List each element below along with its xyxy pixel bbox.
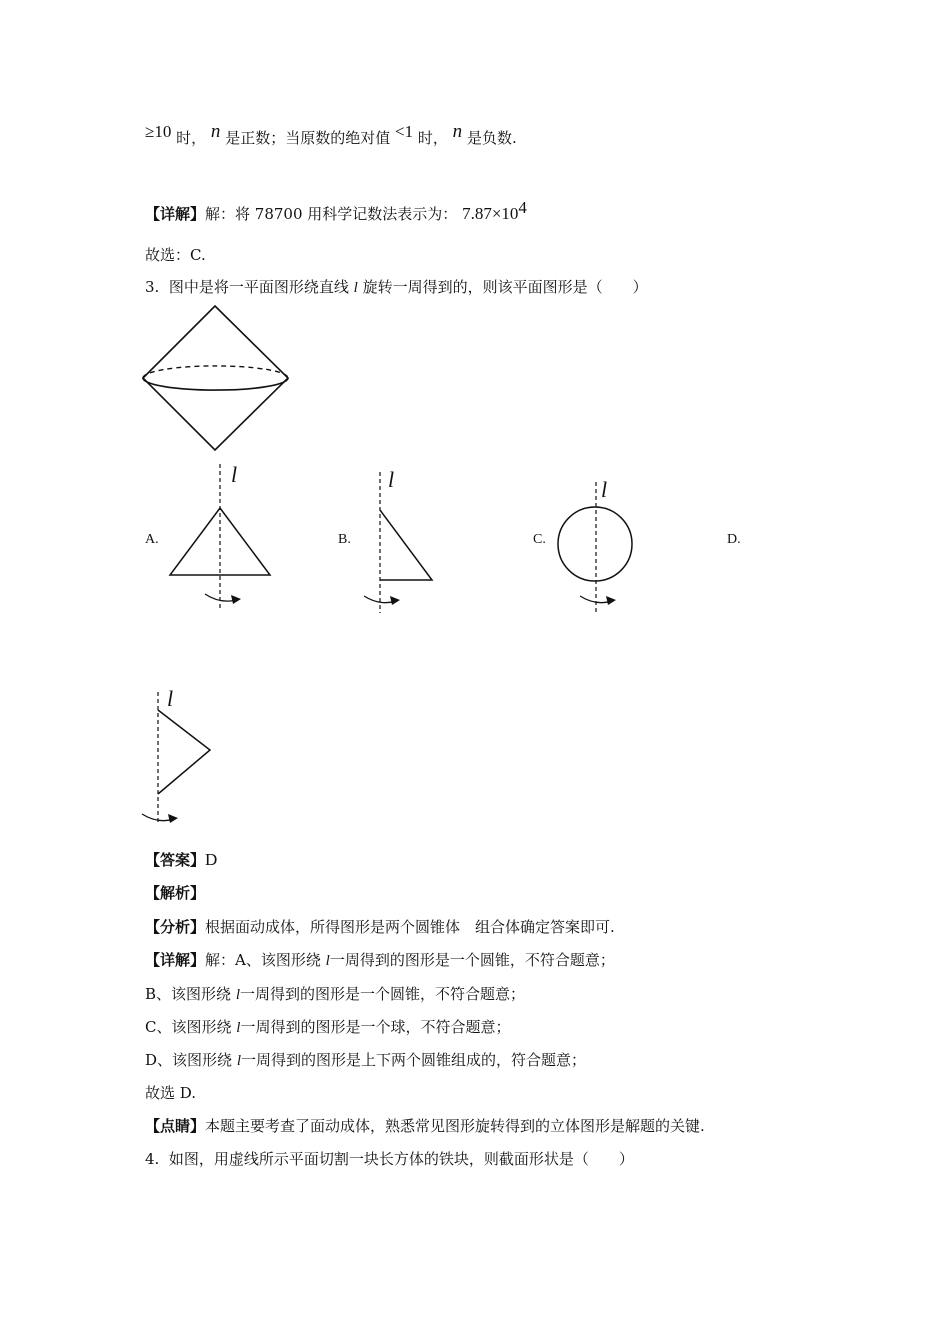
- sci-exponent: 4: [518, 198, 527, 217]
- choose-text: 故选：C.: [145, 246, 206, 264]
- option-b-figure[interactable]: [360, 470, 450, 615]
- option-a-label[interactable]: A.: [145, 532, 159, 547]
- detail-d-pre: D、该图形绕: [145, 1051, 233, 1069]
- variable-n: n: [452, 121, 463, 142]
- detail-a-post: 一周得到的图形是一个圆锥，不符合题意；: [329, 951, 615, 969]
- analysis-text: 根据面动成体，所得图形是两个圆锥体 组合体确定答案即可.: [205, 918, 615, 936]
- detail-b-post: 一周得到的图形是一个圆锥，不符合题意；: [239, 985, 525, 1003]
- detail-tag: 【详解】: [145, 951, 206, 969]
- detail-line-a: [145, 950, 615, 971]
- detail-text: 解：将 78700 用科学记数法表示为：: [205, 205, 458, 223]
- lt1-expr: <1: [395, 122, 414, 141]
- sci-mantissa: 7.87: [462, 204, 492, 223]
- axis-label-l: l: [601, 477, 608, 502]
- text-segment: 是负数.: [466, 129, 517, 147]
- ge10-expr: ≥10: [145, 122, 172, 141]
- detail-b-pre: B、该图形绕: [145, 985, 232, 1003]
- text-segment: 是正数；当原数的绝对值: [225, 129, 391, 147]
- option-d-figure[interactable]: [140, 690, 230, 830]
- option-d-label[interactable]: D.: [727, 532, 741, 547]
- analysis-heading: 【解析】: [145, 884, 206, 902]
- detail-a-pre: 解：A、该图形绕: [205, 951, 321, 969]
- question-4: [145, 1149, 634, 1169]
- comment-text: 本题主要考查了面动成体，熟悉常见图形旋转得到的立体图形是解题的关键.: [205, 1117, 705, 1135]
- answer-tag: 【答案】: [145, 851, 206, 869]
- analysis-tag: 【分析】: [145, 918, 206, 936]
- analysis-line: [145, 917, 615, 937]
- double-cone-figure: [140, 303, 292, 453]
- axis-label-l: l: [167, 686, 174, 711]
- detail-d-post: 一周得到的图形是上下两个圆锥组成的，符合题意；: [240, 1051, 586, 1069]
- comment-tag: 【点睛】: [145, 1117, 206, 1135]
- axis-label-l: l: [388, 467, 395, 492]
- variable-l: l: [235, 987, 240, 1003]
- sci-times: ×10: [491, 204, 519, 223]
- text-line-detail-1: [145, 198, 527, 224]
- question-text-pre: 图中是将一平面图形绕直线: [168, 278, 349, 296]
- comment-line: [145, 1116, 705, 1136]
- variable-n: n: [210, 121, 221, 142]
- choose-d-line: 故选 D.: [145, 1084, 197, 1102]
- detail-line-d: [145, 1050, 586, 1071]
- text-line-choose-c: [145, 245, 206, 265]
- option-c-label[interactable]: C.: [533, 532, 546, 547]
- detail-line-b: [145, 984, 525, 1005]
- variable-l: l: [325, 953, 330, 969]
- option-b-label[interactable]: B.: [338, 532, 351, 547]
- question-3: [145, 277, 648, 298]
- option-a-figure[interactable]: [165, 462, 275, 612]
- question-number: 4.: [145, 1150, 160, 1168]
- detail-c-pre: C、该图形绕: [145, 1018, 232, 1036]
- question-text-post: 旋转一周得到的，则该平面图形是（ ）: [362, 278, 648, 296]
- variable-l: l: [236, 1053, 241, 1069]
- detail-tag: 【详解】: [145, 205, 206, 223]
- answer-value: D: [205, 850, 218, 869]
- text-segment: 时，: [176, 129, 207, 147]
- text-segment: 时，: [417, 129, 448, 147]
- option-c-figure[interactable]: [550, 480, 645, 615]
- question-number: 3.: [145, 278, 160, 296]
- question-text: 如图，用虚线所示平面切割一块长方体的铁块，则截面形状是（ ）: [168, 1150, 634, 1168]
- variable-l: l: [353, 280, 358, 296]
- answer-line: [145, 850, 217, 870]
- detail-line-c: [145, 1017, 510, 1038]
- detail-c-post: 一周得到的图形是一个球，不符合题意；: [240, 1018, 511, 1036]
- text-line-1: [145, 121, 517, 148]
- axis-label-l: l: [231, 462, 238, 487]
- variable-l: l: [236, 1020, 241, 1036]
